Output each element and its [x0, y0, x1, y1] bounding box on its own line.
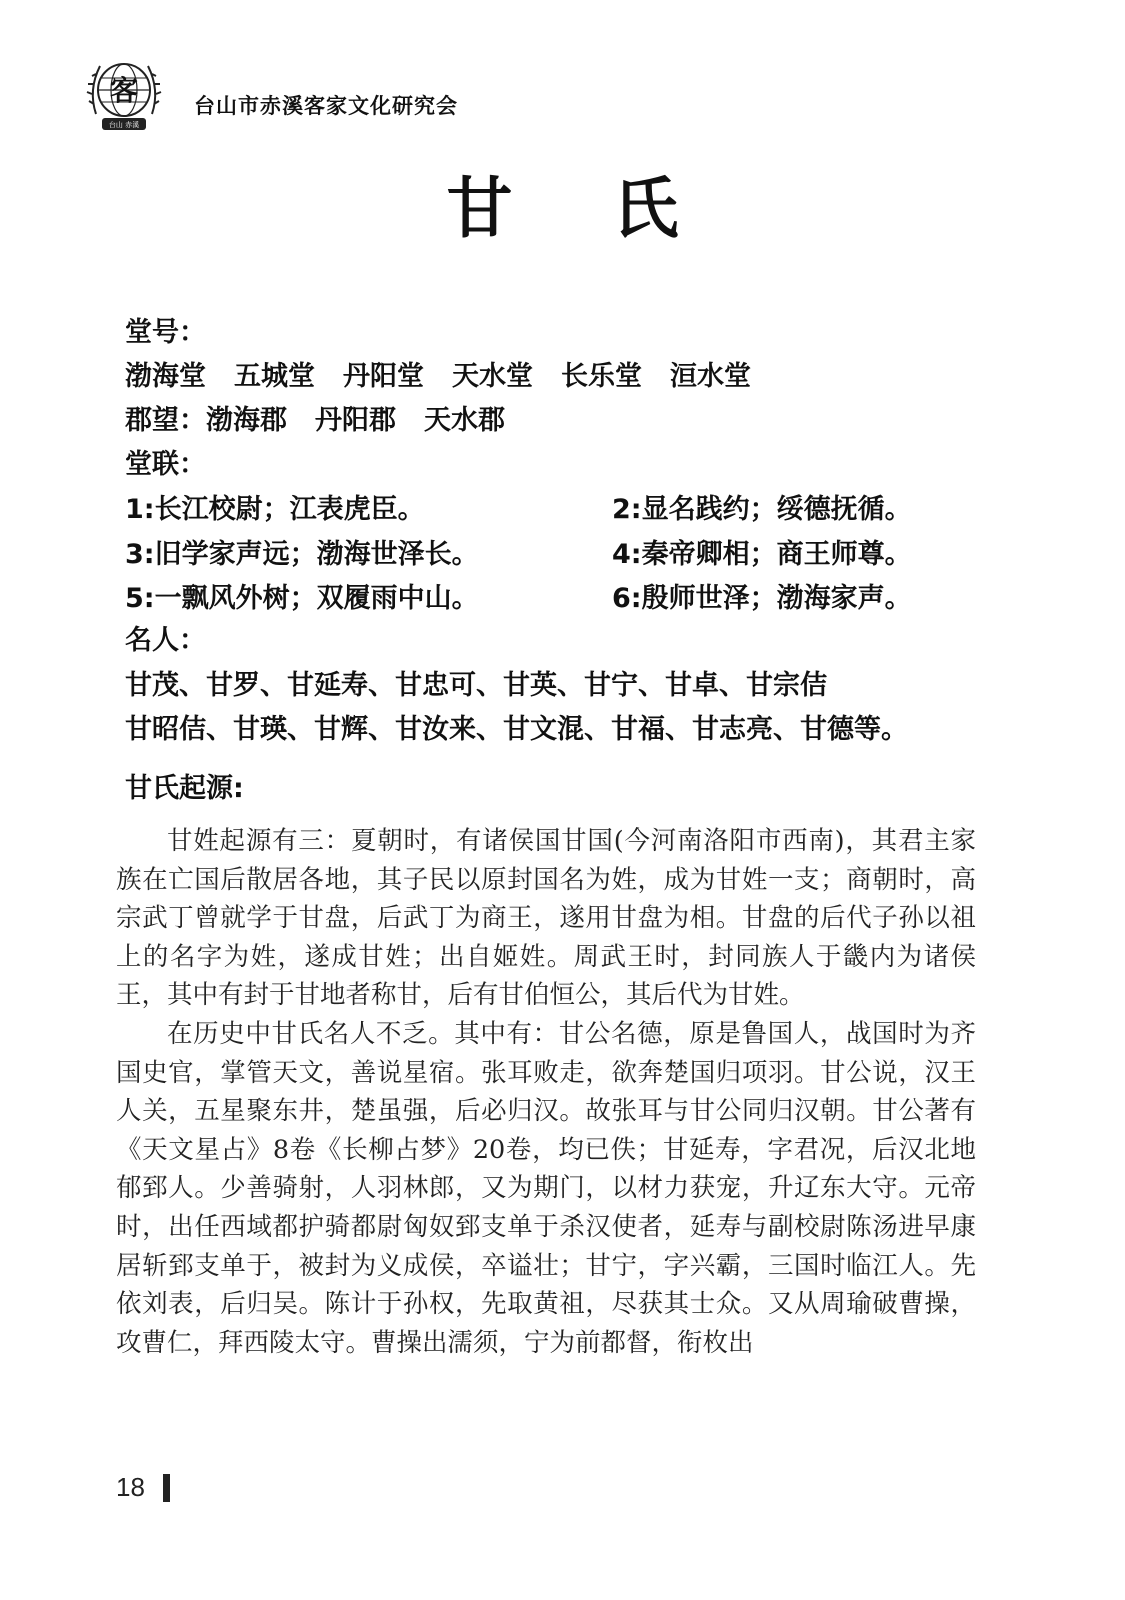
commandery-name: 天水郡 — [424, 405, 505, 436]
couplet: 2:显名践约；绥德抚循。 — [612, 494, 912, 525]
hall-name: 渤海堂 — [125, 361, 206, 392]
svg-text:客: 客 — [109, 74, 139, 107]
society-logo — [86, 56, 162, 134]
couplet-row — [125, 535, 1025, 575]
page-title: 甘氏 — [446, 169, 779, 247]
junwang-line — [125, 401, 505, 441]
tanghao-list — [125, 357, 751, 397]
couplet: 1:长江校尉；江表虎臣。 — [125, 494, 425, 525]
page-number-bar — [163, 1474, 170, 1502]
hall-name: 洹水堂 — [670, 361, 751, 392]
couplet-row — [125, 579, 1025, 619]
hall-name: 天水堂 — [452, 361, 533, 392]
couplet: 3:旧学家声远；渤海世泽长。 — [125, 539, 479, 570]
couplet: 5:一飘风外树；双履雨中山。 — [125, 583, 479, 614]
origin-paragraph: 甘姓起源有三：夏朝时，有诸侯国甘国(今河南洛阳市西南)，其君主家族在亡国后散居各地，其子民以原封国名为姓，成为甘姓一支；商朝时，高宗武丁曾就学于甘盘，后武丁为商王，遂用甘盘为相。甘盘的后代子孙以祖上的名字为姓，遂成甘姓；出自姬姓。周武王时，封同族人于畿内为诸侯王，其中有封于甘地者称甘，后有甘伯恒公，其后代为甘姓。 — [116, 826, 976, 1011]
organization-name: 台山市赤溪客家文化研究会 — [194, 93, 458, 118]
origin-paragraph: 在历史中甘氏名人不乏。其中有：甘公名德，原是鲁国人，战国时为齐国史官，掌管天文，善说星宿。张耳败走，欲奔楚国归项羽。甘公说，汉王人关，五星聚东井，楚虽强，后必归汉。故张耳与甘公同归汉朝。甘公著有《天文星占》8卷《长柳占梦》20卷，均已佚；甘延寿，字君况，后汉北地郁郅人。少善骑射，人羽林郎，又为期门，以材力获宠，升辽东大守。元帝时，出任西域都护骑都尉匈奴郅支单于杀汉使者，延寿与副校尉陈汤进早康居斩郅支单于，被封为义成侯，卒谥壮；甘宁，字兴霸，三国时临江人。先依刘表，后归吴。陈计于孙权，先取黄祖，尽获其士众。又从周瑜破曹操，攻曹仁，拜西陵太守。曹操出濡须，宁为前都督，衔枚出 — [116, 1018, 976, 1358]
couplet-row — [125, 490, 1025, 530]
logo-text: 台山 赤溪 — [108, 121, 140, 129]
origin-heading: 甘氏起源: — [125, 773, 244, 804]
mingren-label: 名人： — [125, 625, 206, 656]
famous-people-line: 甘茂、甘罗、甘延寿、甘忠可、甘英、甘宁、甘卓、甘宗佶 — [125, 670, 827, 701]
page-header — [86, 56, 686, 136]
commandery-name: 丹阳郡 — [315, 405, 396, 436]
couplet: 6:殷师世泽；渤海家声。 — [612, 583, 912, 614]
junwang-label: 郡望： — [125, 405, 206, 436]
tanglian-label: 堂联： — [125, 449, 206, 480]
couplet: 4:秦帝卿相；商王师尊。 — [612, 539, 912, 570]
origin-body — [116, 822, 976, 1362]
hall-name: 五城堂 — [234, 361, 315, 392]
hall-name: 长乐堂 — [561, 361, 642, 392]
commandery-name: 渤海郡 — [206, 405, 287, 436]
page-number: 18 — [116, 1472, 145, 1502]
hall-name: 丹阳堂 — [343, 361, 424, 392]
famous-people-line: 甘昭佶、甘瑛、甘辉、甘汝来、甘文混、甘福、甘志亮、甘德等。 — [125, 714, 908, 745]
tanghao-label: 堂号： — [125, 317, 206, 348]
